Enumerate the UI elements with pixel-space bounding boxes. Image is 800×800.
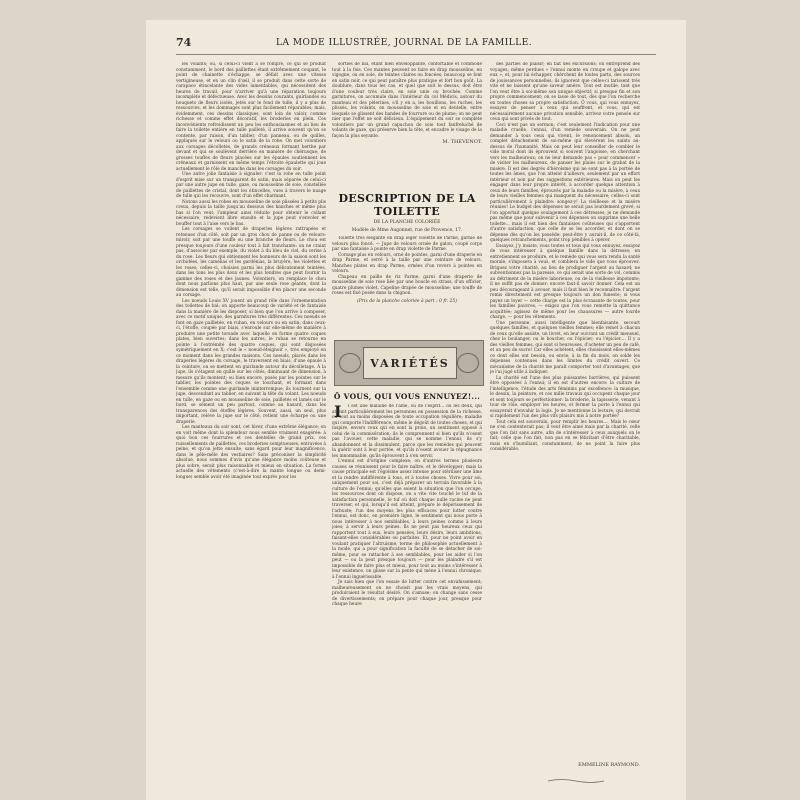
header-rule: [176, 54, 656, 55]
varietes-banner: [334, 340, 484, 386]
col3-paragraph: La charité est l'une des plus puissantes barrières, qui puissent être opposées à l'ennui; il en est d'autres encore: la culture de l'intelligence, l'étude des arts féminins par excellence: la musique, le dessin, la peinture, et ces mille travaux qui occupent chaque jour et sont toujours se perfectionner: la broderie, la tapisserie, venant à tour de rôle, employer les heures, et fermer la porte à l'ennui qui essayerait d'envahir la logis. Je ne mentionne la lecture, qui devrait si rapidement l'un des plus vifs plaisirs mis à notre portée?: [490, 375, 640, 419]
description-paragraph: Chapeau en paille de riz Parme, garni d'une draperie de mousseline de soie rose liée par une boucle en strass, d'un officier, quatre plumes violet. Capeline drapée de mousseline; une touffe de roses est fixé posée dans la chignon.: [332, 274, 482, 296]
varietes-label: VARIÉTÉS: [370, 356, 450, 370]
col1-paragraph: Une autre jolie fantaisie à signaler: c'est la robe en tulle point d'esprit mise sur un transparent de satin, mais séparée de celui-ci par une autre jupe en tulle, gaze, ou mousseline de soie, constellée de paillettes de cristal, dont les étincelles, vues à travers le nuage de tulle qui les recouvre, sont d'un effet charmant.: [176, 172, 326, 199]
description-title: DESCRIPTION DE LA TOILETTE: [338, 192, 476, 218]
col3-paragraph: des parties de plaisir; en fait des excursions; on entreprend des voyages; même perdues « l'ennui monte en croupe et galope avec eux », et, pour lui échapper, chérchent de toutes parts, des sources de jouissances personnelles; ils ignorent que celles-ci tarissent très vite et ne laissent qu'une saveur amère. Tout est inutile, tant que l'on veut être à soi-même son unique objectif; si presque fin et son propre commencement; on se lasse de tout, dès que l'on recherche en toutes choses sa propre satisfaction. Ô vous, qui vous ennuyez, essayez de penser à ceux qui souffrent, et vous, qui est nécessairement aucune privation sensible, arrivez votre pensée sur ceux qui sont privés de tout.: [490, 62, 640, 122]
flourish-icon: [546, 778, 606, 784]
description-section: [332, 184, 482, 304]
col1-paragraph: Les corsages se voilent de draperies légères rattrapées et retenues d'un côté, soit par un gros chou de panne ou de velours-miroir, soit par une touffe ou une branche de fleurs. Le chou est presque toujours d'une couleur tout à fait tranchante: on ne craint pas, d'associer par exemple, du violet à du bleu de ciel, du cerise à du rose. Les fleurs qui obtiennent les honneurs de la saison sont les orchidées, les camélias et les gardénias, la bruyère, les violettes et les roses; celles-ci, choisies parmi les plus délicatement teintées, dans les tons les plus doux et les plus tendres que peut fournir la gamme des roses et des jaunes. Volontiers, on remplace le chou dont nous parlions plus haut, par une seule rose géante, dont la dimension est telle, qu'il serait impossible d'en placer une seconde au corsage.: [176, 227, 326, 298]
essay-paragraph: L'ennui est d'origine complexe; on d'autres termes plusieurs causes se réunissent pour le faire naître, et le développer; mais la cause principale est l'égoïsme assez intense pour stériliser une âme et la rendre indifférente à tous, et à toutes choses. Vivre pour soi, uniquement pour soi, c'est déjà préparer un terrain favorable à la culture de l'ennui; qu'elles que soient la situation que l'on occupe, les ressources dont on dispose, on a vite vite touché le tuf de la satisfaction personnelle, le tuf où doit chaque nulle racine ne peut traverser, et qui, lorsqu'il est atteint, prépare le dépérissement de l'arbuste; l'un des moyens les plus efficaces pour lutter contre l'ennui, est donc, en première ligne, le sentiment qui nous porte à nous intéresser à nos semblables, à leurs peines comme à leurs joies; à servir à leurs peines. Ils ne peut pas heureux ceux qui rapportent tout à eux, leurs pensées, leurs désirs, leurs ambitions, faisant-elles considérables ou parfaites. Et, pour ne point avoir en voulant pratiquer l'altruisme, terme de philosophie actuellement à la mode, qui a pour signification la faculté de se détacher de soi-même, pour se rattacher à ses semblables, pour les aider si l'on peut — ou la peut presque toujours — pour les plaindre s'il est impossible de faire plus et mieux, pour tout au moins s'intéresser à leur existence, on glisse sur la pente qui mène à l'ennui chronique, à l'ennui inguérissable.: [332, 459, 482, 580]
ornament-right-icon: [457, 353, 479, 373]
essay-paragraph: Je sais bien que l'on essaie de lutter contre cet envahissement; malheureusement on ne choisit pas les vrais moyens, qui produiraient le résultat désiré. On s'amuse; on change sans cesse de divertissements; on prépare pour chaque jour, presque pour chaque heure: [332, 580, 482, 607]
col1-paragraph: Les manteaux du soir sont, cet hiver, d'une extrême élégance; on en voit même dont la splendeur nous semble vraiment exagérée: à quoi bon ces fourrures et ces dentelles de grand prix, ces ruissellements de paillettes, ces broderies somptueuses, entravées à peine, et qu'on jette ensuite, sans égard pour leur magnificence, dans le pêle-mêle des vestiaires? Sans préconiser la simplicité absolue, nous sommes d'avis qu'une élégance moins coûteuse et plus sobre, serait plus raisonnable et mieux en situation. La forme actuelle des vêtements (c'est-à-dire la mante longue ou demi-longue) semble avoir été imaginée tout exprès pour les: [176, 425, 326, 480]
drop-cap: I: [334, 402, 342, 421]
magazine-page: [146, 20, 686, 800]
essay-signature: EMMELINE RAYMOND.: [578, 762, 640, 768]
column-2-essay: [332, 404, 482, 800]
journal-title: LA MODE ILLUSTRÉE, JOURNAL DE LA FAMILLE.: [276, 38, 533, 48]
col3-paragraph: Ceci n'est pas un sermon; c'est seulement l'indication pour une maladie cruelle, l'ennui, d'un remède souverain. On ne peut demander à tous ceux qui vivent, le renoncement absolu, un complet détachement de soi-même qui élevèrent les saints au-dessus de l'humanité. Mais on peut leur conseiller de combler le vide moral dont ils éprouvent si souvent l'angoisse, en cherchant vers les malheureux; on ne leur demande pas « pour commencer » de visiter les malheureux, de panser les plaies sur le grabat de la misère. Il est des degrés d'héroïsme qui ne sont pas à la portée de toutes les âmes, que l'on atteint d'ailleurs, seulement par un effort intérieur et non par des suggestions extérieures. Mais on peut les engager dans leur propre intérêt, à accorder quelque attention à ceux de leurs familles, éprouvés par la maladie ou la misère, à ceux de leurs vieilles femmes qui manquent du nécessaire; celles-ci sont particulièrement à plaindre: songez-y! La vieillesse et la misère réunies! Le budget des dépenses ne serait pas lourdement grevé, si l'on apportait quelque soulagement à ces détresses; je ne demande pas même que pour subvenir à ces dépenses on supprime une belle toilette... mais il est bien des fantaisies coûteuses qui s'apportent d'autre satisfaction, que celle de se les accorder, et dont on se dépense dès qu'on les possède: peut-être y aurait-il, de ce côté-là, quelques retranchements, point trop pénibles à opérer.: [490, 122, 640, 243]
column-1: [176, 62, 326, 800]
description-subtitle: DE LA PLANCHE COLORIÉE: [373, 220, 441, 225]
col2-paragraph: sorties de bal, étant bien enveloppante, confortable et commode tout à la fois. Ces mantes peuvent se faire en drap mousseline, en vigogne, ou en soie, de teintes claires ou foncées; beaucoup se font en satin noir, ce qui peut paraître plus pratique et fort bon goût. La doublure, dans tous les cas, et quel que soit le dessus, doit être d'une couleur très claire, en soie unie ou brochée. Comme garnitures, on accumule dans l'intérieur du col Médicis, autour du manteau et des pèlerines, s'il y en a, les bouillons, les ruches, les plissés, les volants, en mousseline de soie et en dentelle, entre lesquels se glissent des bandes de fourrure ou de plume; on ne peut nier que l'effet ne soit délicieux. L'équipement du soir se complète volontiers par un grand capuchon de soie tout fanfreluché de volants de gaze, qui préserve bien la tête, et encadre le visage de la façon la plus seyante.: [332, 62, 482, 139]
article-signature: M. THEVENOT.: [442, 139, 482, 145]
page-header: [176, 36, 656, 54]
description-model-line: Modèle de Mme Augonnet, rue de Provence, 17.: [351, 228, 463, 233]
col3-paragraph: Essayez, j'y insiste, vous toutes et tous qui vous ennuyez, essayez de vous intéresser à quelque famille dans la détresse; en entretiennent se produire, et le remède qui vous sera rendu la santé morale, s'imposera à vous, et comblera le vide que vous éprouvez. Briguez votre charité, au lieu de prodiguer l'argent au hasard; ne subventionnez pas la paresse, ce qui serait une sorte de vol, commis au détriment de la misère laborieuse, ou de la vieillesse impotente; il ne suffit pas de donner: encore faut-il savoir donner. Cela est un peu décourageant à avouer, mais il faut bien le reconnaître: l'argent remis directement est presque toujours un don funeste; si vous payez un loyer — cette charge est la plus écrasante de toutes, pour les familles pauvres, — exigez que l'on vous remette la quittance acquittée; agissez de même pour les chaussures — autre lourde charge, — pour les vêtements.: [490, 243, 640, 320]
col3-paragraph: Tout cela est souverain, pour remplir les heures.... Mais le cœur ne s'en contenterait pas; il veut être aimé mais par la charité, celle que l'on fait sans autre, afin de s'intéresser à ceux auxquels on le fait; celle que l'on fait, non pas en se félicitant d'être charitable, mais en s'humiliant, constamment, de ne point la faire plus considérable.: [490, 419, 640, 452]
col1-paragraph: Les noeuds Louis XV jouent un grand rôle dans l'ornementation des toilettes de bal; on apporte beaucoup de variété et de fantaisie dans la manière de les disposer, si bien que l'on arrive à composer, avec ce motif unique, des garnitures très différentes. Ces noeuds se font en gaze pailletée, en ruban, en velours ou en satin; dans ceux-ci, l'étoffe, coupée par biais, s'enroule sur elle-même de manière à produire une petite torsade avec laquelle on forme quatre coques plates, bien ouvertes; dans les autres, le ruban se retourne en pointe à l'extrémité des quatre coques, qui sont disposées symétriquement en X; c'est le « noeud-éteignoir », très employé en ce moment dans les grandes maisons. Ces noeuds, placés dans les draperies légères du corsage, le traversent en biais, d'une épaule à la ceinture, ou se mettent en guirlande autour du décolletage. À la jupe, ils s'étagent en quille sur les côtés, diminuant de dimension, à mesure qu'ils montent; ou bien encore, posés par les pointes sur le tablier, les pointes des coques se touchant, et formant dans l'ensemble comme une guirlande ininterrompue, ils tournent sur la jupe, descendant au tablier, en suivant la tête du volant. Les noeuds en tulle, en gaze ou en mousseline de soie, pailletés et lamés sur le bord, se sèment un peu partout, comme au hasard, dans les transparences des étoffes légères. Souvent, aussi, un seul, plus important, relève la jupe sur le côté, retient une écharpe ou une draperie.: [176, 298, 326, 425]
description-paragraph: Corsage plus en velours, orné de pointes, garni d'une draperie en drap Parme, et serré à la taille par une ceinture de velours. Manches plates en drap Parme, ornées d'un revers à pointes en velours.: [332, 252, 482, 274]
col3-paragraph: Une personne, aussi intelligente que bienfaisante, secourt quelques familles, et quelques vieilles femmes; elle remet à chacun de ceux qu'elle assiste, un livret, en leur ouvrant un crédit mensuel, chez le boulanger, ou le boucher, ou l'épicier; ou l'épicier.... Il y a des vieilles femmes, qui sont si heureuses, d'acheter un peu de café, et un peu de sucre! Car elles achètent, elles choisissent elles-mêmes ce dont elles ont besoin, ou envie; à la fin du mois, on solde les dépenses contenues dans les limites du crédit ouvert. Ce mécanisme de la charité me paraît comporter tout d'avantages, que je l'ai jugé utile à indiquer.: [490, 320, 640, 375]
essay-title: Ô VOUS, QUI VOUS ENNUYEZ!...: [333, 392, 481, 401]
plate-price: (Prix de la planche coloriée à part : 0 fr. 25): [357, 298, 457, 304]
essay-paragraph: l est une maladie de l'âme, ou de l'esprit... ou les deux, qui atteint particulièrement les personnes en possession de la richesse, ou tout au moins disposées de toute occupation régulière; maladie qui comporte l'indifférence, même le dégoût de toutes choses, et qui inspire, envers ceux qui en sont la proie, un sentiment opposé à celui de la commisération; ils le comprennent si bien qu'ils n'osent pas l'avouer, cette maladie, qui se nomme l'ennui; ils s'y abandonnent et la dissimulent, parce que les remèdes qui peuvent la guérir sont à leur portée, et qu'ils n'osent avouer la répugnance les innommable, qu'ils éprouvent à s'en servir.: [332, 404, 482, 459]
ornament-left-icon: [339, 353, 361, 373]
col1-paragraph: les volants; ou, si celui-ci vient à se rompre, ce qui se produit constamment, le bord des paillettes étant extrêmement coupant, le point de chainette s'échappe, se défait avec une vitesse vertigineuse, et en un clin d'œil, il se produit dans cette sorte de carapace étincelante des vides lamentables, qui nécessitent des heures de travail, pour n'arriver qu'à une réparation toujours incomplète et défectueuse. Avec les dessins courants, guirlandes ou bouquets de fleurs isolés, jetés sur le fond de tulle, il y a plus de ressources, et les dommages sont plus facilement réparables; mais, évidemment, ces dessins classiques, sont loin de valoir, comme richesse et comme effet décoratif, les broderies en plein. Ces inconvénients refroidissent un peu les enthousiasmes et au lieu de faire la toilette entière en tulle pailleté, il arrive souvent qu'on se contente, par raison, d'un tablier, d'un panneau, ou de quilles, appliqués sur le velours ou le satin de la robe. On met volontiers aux corsages décolletés, de grands créneaux formant berthe par devant et qui se soulèvent derrière en manière de chérusque; de grosses touffes de fleurs placées sur les épaules soutiennent les créneaux et garnissent en même temps l'étroite épaulette qui joue actuellement le rôle de manche dans les corsages du soir.: [176, 62, 326, 172]
description-paragraph: Toilette très élégante en drap léger violette de Parme, garnie de velours plus foncé. — Jupe de velours ornée de galon, coupé corps par une fantaisie à pointe en drap violette de Parme.: [332, 236, 482, 252]
page-number: 74: [176, 36, 192, 49]
varietes-band: [363, 347, 457, 379]
column-3: [490, 62, 640, 756]
col1-paragraph: Notons aussi les robes en mousseline de soie plissées à petits plis creux, depuis la taille jusqu'au dessous des hanches et même plus bas si l'on veut; l'ampleur ainsi réduite pour obtenir le collant nécessaire, redevient libre ensuite et la jupe peut s'envoler et bouffer tout à l'aise vers le bas.: [176, 199, 326, 227]
